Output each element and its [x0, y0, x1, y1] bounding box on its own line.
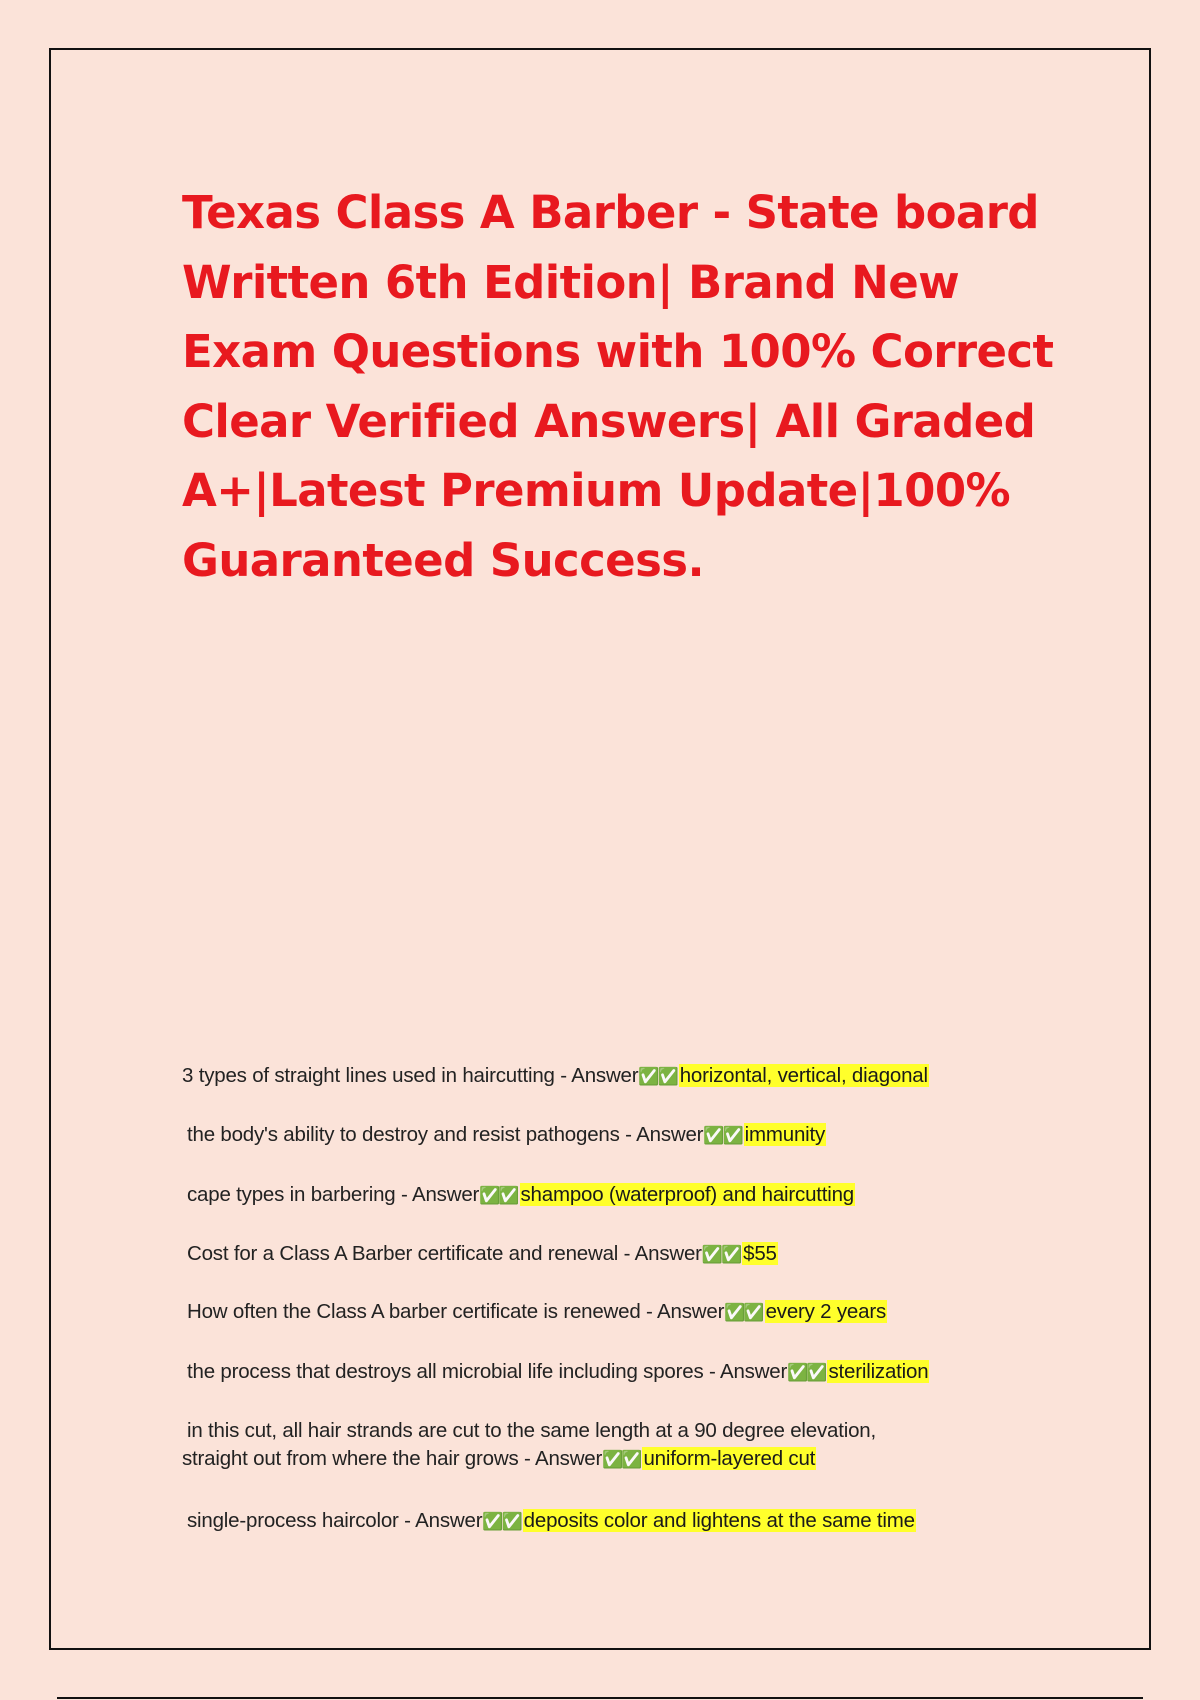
- check-mark-icon: ✅✅: [787, 1363, 826, 1383]
- question-text: cape types in barbering - Answer: [187, 1183, 480, 1206]
- check-mark-icon: ✅✅: [482, 1512, 521, 1532]
- answer-highlight: $55: [743, 1242, 777, 1265]
- answer-highlight: shampoo (waterproof) and haircutting: [520, 1183, 855, 1206]
- answer-highlight: sterilization: [828, 1360, 929, 1383]
- answer-highlight: every 2 years: [765, 1300, 887, 1323]
- check-mark-icon: ✅✅: [724, 1303, 763, 1323]
- qa-item: [187, 1507, 916, 1536]
- question-text: the process that destroys all microbial life including spores - Answer: [187, 1360, 788, 1383]
- next-page-border: [57, 1697, 1143, 1699]
- check-mark-icon: ✅✅: [602, 1450, 641, 1470]
- qa-item: [187, 1240, 778, 1269]
- check-mark-icon: ✅✅: [479, 1186, 518, 1206]
- question-text: the body's ability to destroy and resist pathogens - Answer: [187, 1123, 704, 1146]
- qa-item: [187, 1358, 929, 1387]
- answer-highlight: immunity: [744, 1123, 826, 1146]
- question-text-line1: in this cut, all hair strands are cut to the same length at a 90 degree elevation,: [187, 1419, 876, 1442]
- qa-item: [187, 1181, 855, 1210]
- qa-item: [182, 1417, 876, 1474]
- answer-highlight: deposits color and lightens at the same time: [523, 1509, 915, 1532]
- qa-item: [187, 1121, 826, 1150]
- question-text: How often the Class A barber certificate is renewed - Answer: [187, 1300, 725, 1323]
- check-mark-icon: ✅✅: [703, 1126, 742, 1146]
- qa-item: [187, 1298, 887, 1327]
- question-text: single-process haircolor - Answer: [187, 1509, 483, 1532]
- document-title: Texas Class A Barber - State board Written 6th Edition| Brand New Exam Questions with 100% Correct Clear Verified Answers| All Graded A+|Latest Premium Update|100% Guaranteed Success.: [182, 186, 1054, 587]
- question-text: 3 types of straight lines used in haircutting - Answer: [182, 1064, 639, 1087]
- check-mark-icon: ✅✅: [638, 1067, 677, 1087]
- question-text-line2: straight out from where the hair grows - Answer: [182, 1447, 603, 1470]
- question-continuation: [182, 1445, 876, 1474]
- check-mark-icon: ✅✅: [701, 1245, 741, 1265]
- answer-highlight: horizontal, vertical, diagonal: [679, 1064, 928, 1087]
- answer-highlight: uniform-layered cut: [643, 1447, 816, 1470]
- qa-item: [182, 1062, 929, 1091]
- question-text: Cost for a Class A Barber certificate and renewal - Answer: [187, 1242, 702, 1265]
